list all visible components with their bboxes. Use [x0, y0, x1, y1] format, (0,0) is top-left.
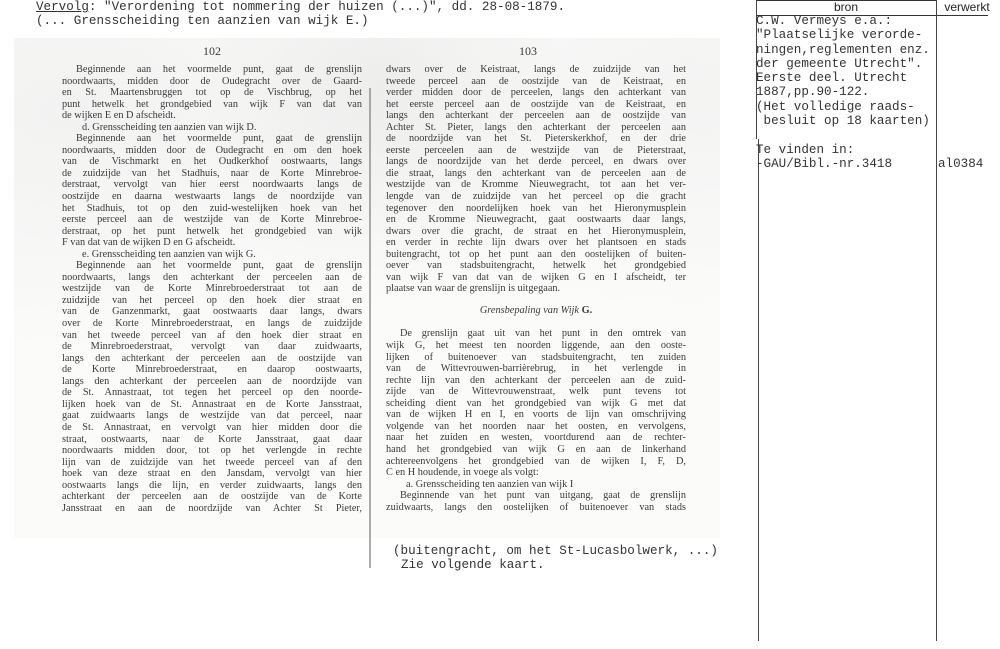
right-page [386, 38, 686, 538]
text-line: Achter St. Pieter, langs den achterkant der perceelen aan [386, 121, 686, 133]
text-line: zuidwaarts, langs den oostelijken of buitenoever van stads [386, 501, 686, 513]
text-line: het Stadhuis, tot op den zuid-westelijken hoek van het [62, 202, 362, 214]
text-line: verder midden door de perceelen, langs den achterkant van [386, 87, 686, 99]
text-line: en verder in rechte lijn dwars over het plantsoen en stads [386, 237, 686, 249]
header-title: : "Verordening tot nommering der huizen (...)", dd. 28-08-1879. [88, 0, 566, 14]
text-line: gaat zuidwaarts langs de westzijde van dat perceel, naar [62, 410, 362, 422]
header-prefix: Vervolg [36, 0, 89, 14]
page-text [386, 64, 686, 513]
text-line: de Minrebroederstraat, vervolgt van daar zuidwaarts, [62, 341, 362, 353]
text-line: Beginnende aan het voormelde punt, gaat de grenslijn [76, 260, 362, 272]
text-line: over de Korte Minrebroederstraat, en langs de zuidzijde [62, 318, 362, 330]
text-line: Beginnende aan het voormelde punt, gaat de grenslijn [76, 64, 362, 75]
text-line: noordwaarts, midden door de Oudegracht en om den hoek [62, 144, 362, 156]
text-line: oostwaarts langs die lijn, en verder zuidwaarts, langs den [62, 479, 362, 491]
text-line: en de Kromme Nieuwegracht, gaat oostwaarts daar langs, [386, 214, 686, 226]
page-gutter-line [369, 88, 371, 568]
text-line: de noordzijde van het St. Pieterskerkhof, en der drie [386, 133, 686, 145]
text-line: Beginnende van het punt van uitgang, gaat de grenslijn [400, 490, 686, 502]
text-line: d. Grensscheiding ten aanzien van wijk D. [82, 121, 257, 133]
text-line: dwars over die gracht, de straat en het Hieronymusplein, [386, 225, 686, 237]
text-line: de St. Annastraat, tot tegen het perceel op den noorde- [62, 387, 362, 399]
page-number: 103 [519, 44, 537, 58]
text-line: straat, oostwaarts, naar de Korte Jansstraat, gaat daar [62, 433, 362, 445]
section-heading [386, 305, 686, 317]
section-heading-text: Grensbepaling van Wijk [479, 304, 579, 316]
text-line: zuidzijde van het perceel op den hoek dier straat en [62, 294, 362, 306]
text-line: lijn van de zuidzijde van het tweede perceel van af den [62, 456, 362, 468]
text-line: eerste perceelen aan de westzijde van de Pieterstraat, [386, 144, 686, 156]
section-heading-letter: G. [581, 304, 593, 316]
text-line: eerste perceel aan de westzijde van de Korte Minrebroe- [62, 214, 362, 226]
footer-line-2: Zie volgende kaart. [401, 558, 545, 572]
text-line: achtereenvolgens het grondgebied van de wijken I, F, D, [386, 455, 686, 467]
text-line: oostzijde en daarna westwaarts langs de noordzijde van [62, 191, 362, 203]
page-text [62, 64, 362, 514]
text-line: de wijken E en D afscheidt. [62, 110, 176, 122]
text-line: langs den achterkant der perceelen aan de noordzijde van [62, 375, 362, 387]
header-line-1 [36, 0, 636, 14]
text-line: punt hetwelk het grondgebied van wijk F van dat van [62, 98, 362, 110]
text-line: dwars over de Keistraat, langs de zuidzijde van het [386, 64, 686, 75]
text-line: tegenover den noordelijken hoek van het Hieronymusplein [386, 202, 686, 214]
text-line: wijk G, het meest ten noorden liggende, aan den ooste- [386, 340, 686, 352]
text-line: van de Wittevrouwen-barrièrebrug, in het verlengde in [386, 363, 686, 375]
text-line: De grenslijn gaat uit van het punt in den omtrek van [400, 328, 686, 340]
text-line: plaatse van waar de grenslijn is uitgegaan. [386, 283, 561, 295]
table-left-border-lower [758, 139, 759, 641]
text-line: het eerste perceel aan de oostzijde van de Keistraat, en [386, 98, 686, 110]
text-line: langs de noordzijde van het derde perceel, en dwars over [386, 156, 686, 168]
text-line: van de Ganzenmarkt, gaat oostwaarts daar langs, dwars [62, 306, 362, 318]
text-line: oever van stadsbuitengracht, hetwelk het grondgebied [386, 260, 686, 272]
text-line: zijde van de Wittevrouwenstraat, welk punt tevens tot [386, 386, 686, 398]
document-header [36, 0, 636, 28]
column-header-verwerkt: verwerkt [944, 0, 990, 14]
text-line: achterkant der perceelen aan de oostzijde van de Korte [62, 491, 362, 503]
text-line: langs den achterkant der perceelen aan de oostzijde van [386, 110, 686, 122]
verwerkt-value: al0384 [938, 157, 984, 171]
document-footer [393, 544, 718, 572]
text-line: van de wijken H en I, en voorts de lijn van omschrijving [386, 409, 686, 421]
text-line: rechte lijn van den achterkant der perceelen aan de zuid- [386, 374, 686, 386]
text-block [386, 64, 686, 295]
text-line: noordwaarts midden door, tot op het verlengde in rechte [62, 445, 362, 457]
text-line: westzijde van de Korte Minrebroederstraat tot aan de [62, 283, 362, 295]
text-line: de St. Annastraat, en vervolgt van hier midden door die [62, 421, 362, 433]
text-line: lijken hoek van de St. Annastraat en de Korte Jansstraat, [62, 398, 362, 410]
text-line: langs den achterkant der perceelen aan de oostzijde van [62, 352, 362, 364]
text-line: noordwaarts, midden door de Oudegracht over de Gaard- [62, 75, 362, 87]
text-line: hand het grondgebied van wijk G en aan de linkerhand [386, 443, 686, 455]
text-line: de zuidzijde van het Stadhuis, naar de Korte Minrebroe- [62, 167, 362, 179]
text-line: westzijde van de Kromme Nieuwegracht, tot aan het ver- [386, 179, 686, 191]
header-line-2: (... Grensscheiding ten aanzien van wijk E.) [36, 14, 369, 28]
text-line: hoek van deze straat en den Jansdam, vervolgt van hier [62, 468, 362, 480]
text-line: Jansstraat en aan de noordzijde van Achter St Pieter, [62, 502, 362, 514]
text-line: lengde van de zuidzijde van het perceel op die gracht [386, 191, 686, 203]
text-line: a. Grensscheiding ten aanzien van wijk I [406, 478, 574, 490]
page-number: 102 [203, 44, 221, 58]
column-header-bron: bron [833, 0, 859, 14]
text-line: noordwaarts, langs den achterkant der perceelen aan de [62, 271, 362, 283]
text-line: derstraat, vervolgt van hier eerst noordwaarts langs de [62, 179, 362, 191]
text-line: scheiding dient van het grondgebied van wijk G met dat [386, 397, 686, 409]
text-line: derstraat, op het punt hetwelk het grondgebied van wijk [62, 225, 362, 237]
text-line: die straat, langs den achterkant van de perceelen aan de [386, 167, 686, 179]
text-line: de Korte Minrebroederstraat, en daarop oostwaarts, [62, 364, 362, 376]
text-line: van de Vischmarkt en het Oudkerkhof oostwaarts, langs [62, 156, 362, 168]
text-line: lijken of buitenoever van stadsbuitengracht, ten zuiden [386, 351, 686, 363]
left-page [62, 38, 362, 538]
text-line: buitengracht, tot op het punt aan den oostelijken of buiten- [386, 248, 686, 260]
text-line: e. Grensscheiding ten aanzien van wijk G. [82, 248, 256, 260]
text-line: en St. Maartensbruggen tot op de Vischbrug, op het [62, 87, 362, 99]
text-line: Beginnende aan het voormelde punt, gaat de grenslijn [76, 133, 362, 145]
source-table [750, 0, 1000, 649]
text-line: C en H houdende, in voege als volgt: [386, 467, 539, 479]
text-line: naar het zuiden en westen, voortdurend aan de rechter- [386, 432, 686, 444]
text-line: van het tweede perceel van af den hoek dier straat en [62, 329, 362, 341]
footer-line-1: (buitengracht, om het St-Lucasbolwerk, ...) [393, 544, 718, 558]
source-citation: C.W. Vermeys e.a.: "Plaatselijke verorde- ningen,reglementen enz. der gemeente Utrecht". Eerste deel. Utrecht 1887,pp.90-122. (Het volledige raads- besluit op 18 kaarten) Te vinden in: -GAU/Bibl.-nr.3418 [756, 14, 930, 171]
text-line: van wijk F van dat van de wijken G en I afscheidt, ter [386, 271, 686, 283]
text-line: volgende van het noorden naar het oosten, en vervolgens, [386, 420, 686, 432]
text-line: F van dat van de wijken D en G afscheidt. [62, 237, 236, 249]
text-block [386, 328, 686, 513]
text-line: tweede perceel aan de oostzijde van de Keistraat, en [386, 75, 686, 87]
scanned-book-spread [14, 38, 720, 538]
